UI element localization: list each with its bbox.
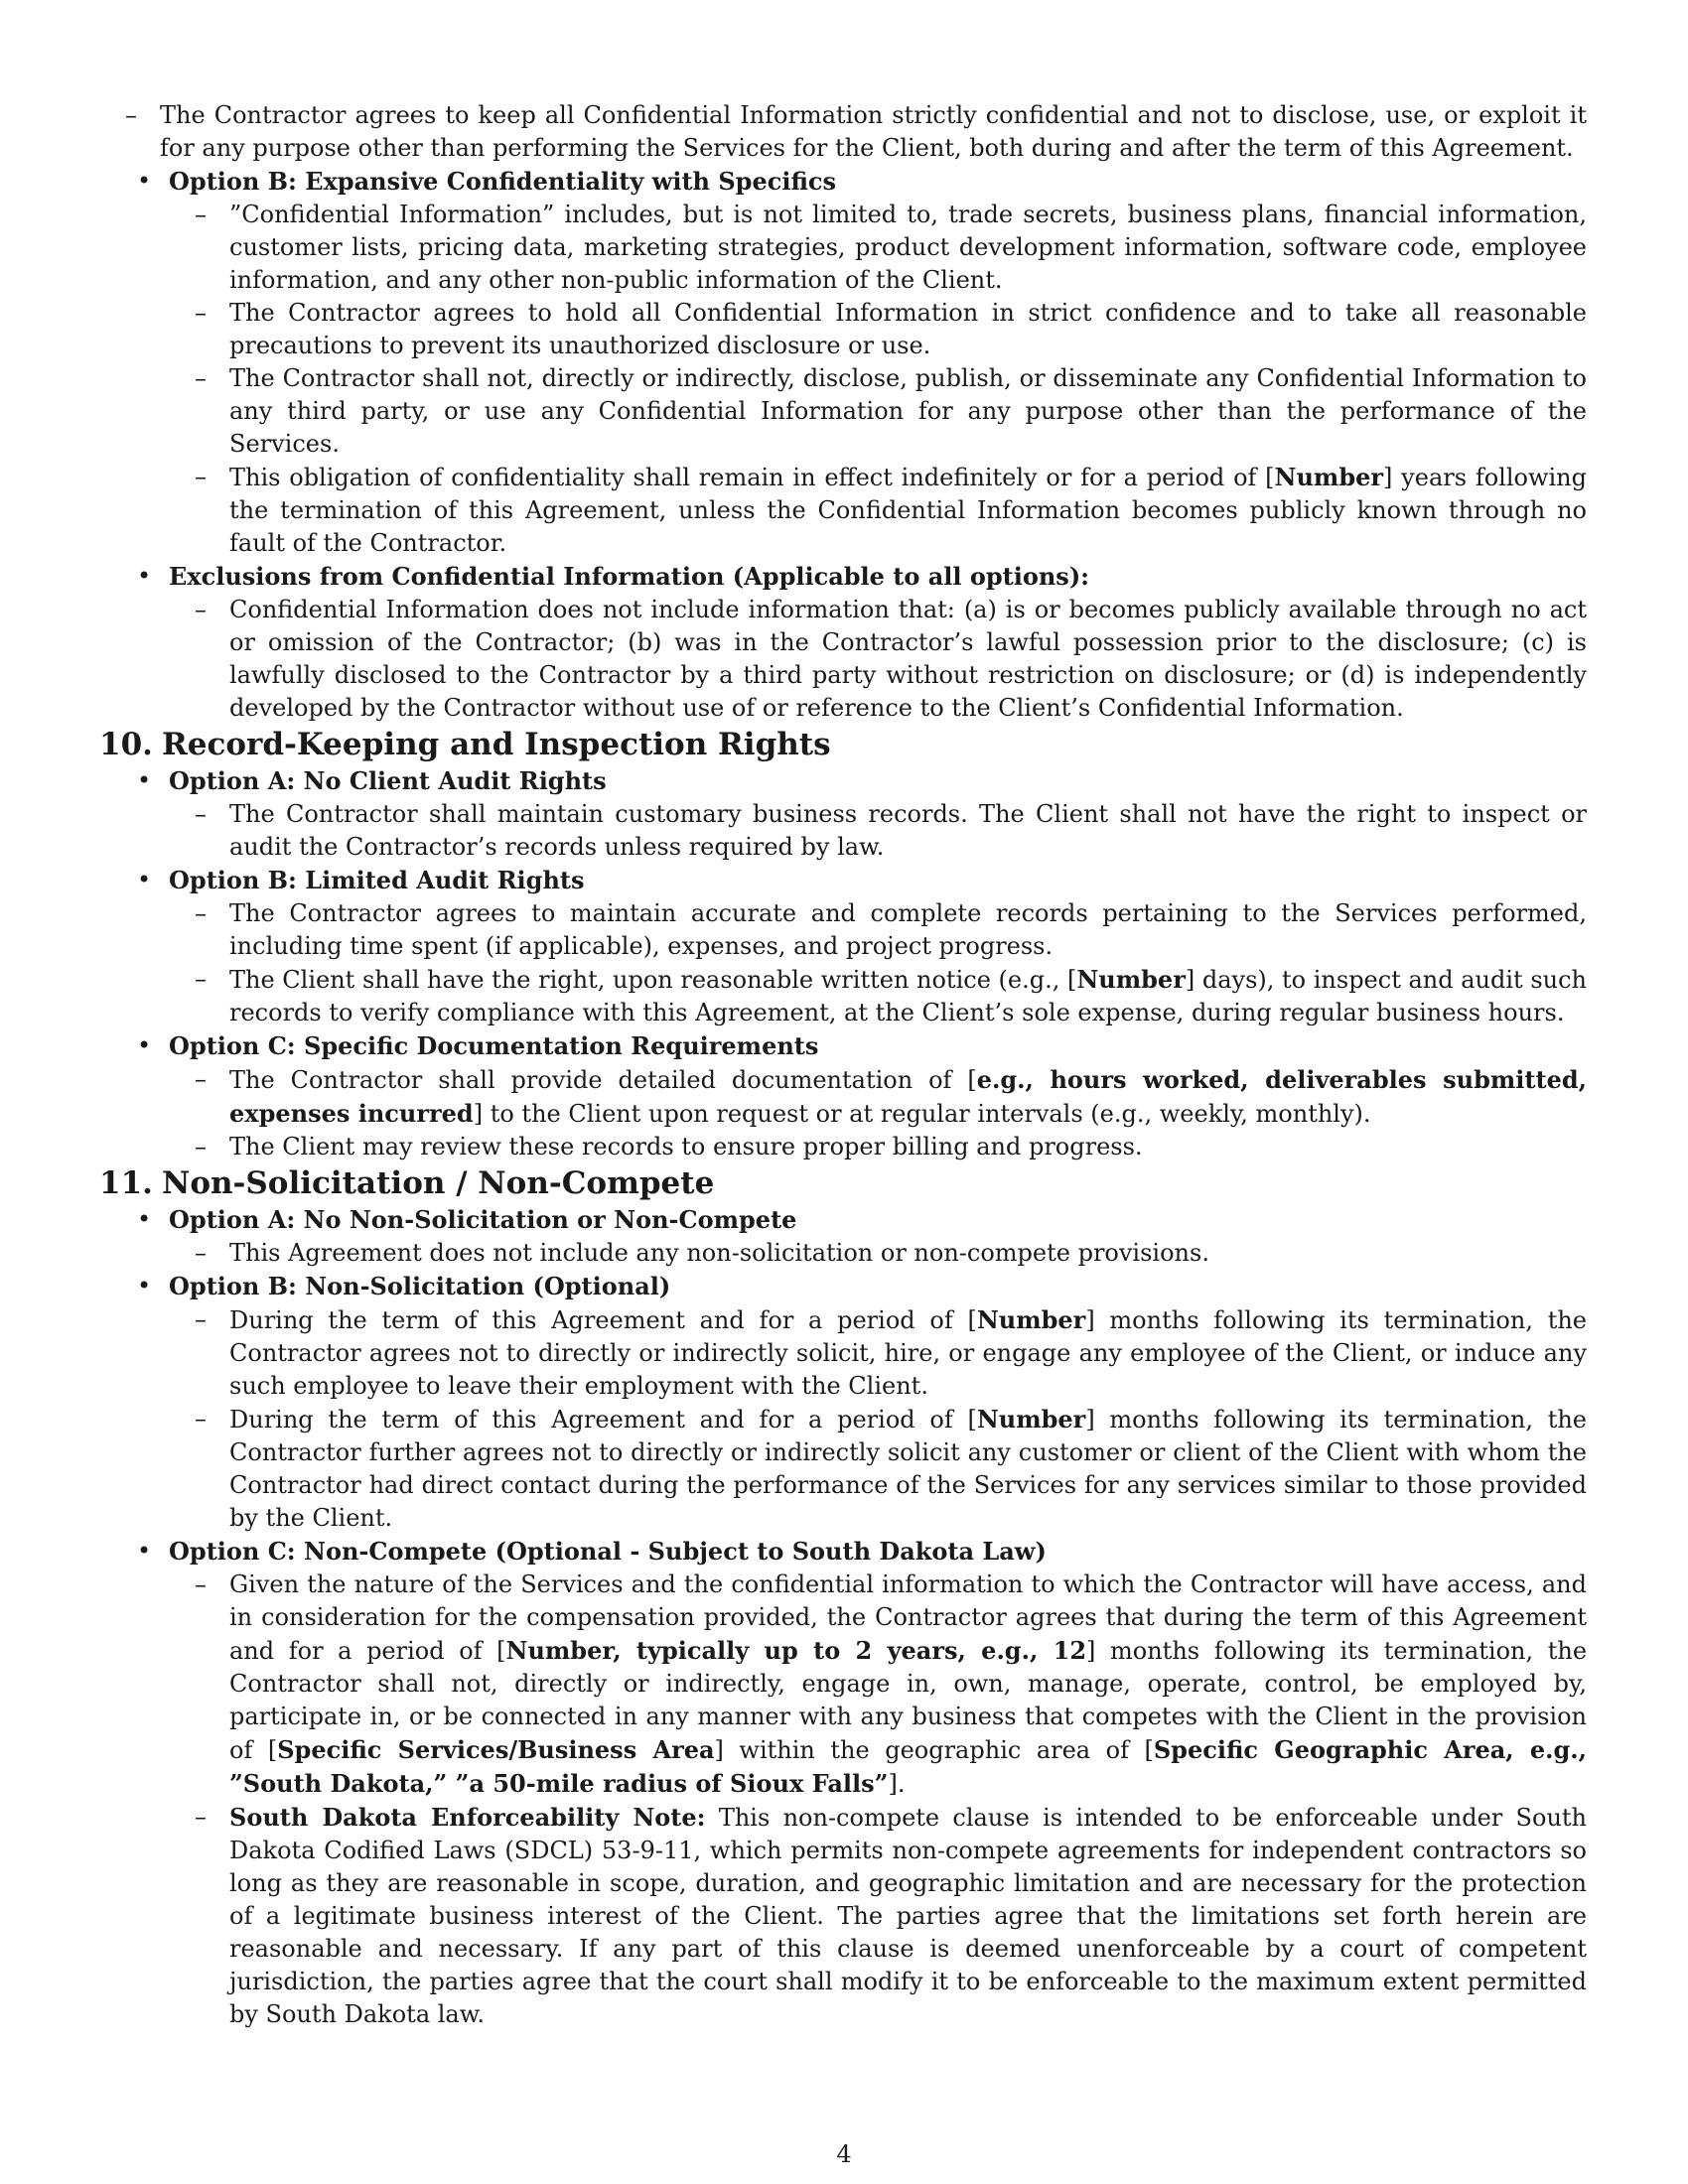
bullet-marker: •: [137, 562, 152, 590]
dash-marker: –: [195, 1133, 207, 1160]
section-number: 11.: [99, 1165, 153, 1201]
section-11-options: [99, 1203, 1589, 2031]
item-text-post: ] months following its termination, the Contractor further agrees not to directly or indirectly solicit any customer or client of the Client with whom the Contractor had direct contact during the performance of the Services for any services similar to those provided by the Client.: [229, 1406, 1587, 1532]
list-item: [169, 1063, 1589, 1131]
option-title: Option C: Non-Compete (Optional - Subject to South Dakota Law): [169, 1537, 1047, 1566]
list-item: [99, 99, 1589, 165]
list-item: [169, 297, 1589, 362]
list-item: [169, 897, 1589, 963]
option-title: Option C: Specific Documentation Requirements: [169, 1031, 819, 1060]
list-item: [169, 963, 1589, 1029]
document-page: [99, 99, 1589, 2031]
placeholder-bold: Number: [976, 1405, 1086, 1433]
list-item: [169, 594, 1589, 725]
bullet-marker: •: [137, 766, 152, 794]
list-item: [169, 798, 1589, 864]
bullet-marker: •: [137, 1205, 152, 1233]
dash-marker: –: [195, 899, 207, 927]
dash-marker: –: [125, 101, 137, 129]
dash-marker: –: [195, 463, 207, 490]
item-text-post: ] to the Client upon request or at regular intervals (e.g., weekly, monthly).: [473, 1100, 1371, 1128]
continued-list: [99, 99, 1589, 165]
placeholder-bold: Specific Geographic Area, e.g., ”South Dakota,” ”a 50-mile radius of Sioux Falls”: [229, 1735, 1588, 1798]
item-text-post: ] months following its termination, the Contractor agrees not to directly or indirectly solicit, hire, or engage any employee of the Client, or induce any such employee to leave their employment with the Client.: [229, 1306, 1587, 1400]
item-text-pre: During the term of this Agreement and for a period of [: [229, 1306, 977, 1334]
option-item: [99, 1029, 1589, 1163]
list-item: [169, 1801, 1589, 2031]
item-text: This Agreement does not include any non-solicitation or non-compete provisions.: [229, 1239, 1209, 1267]
dash-marker: –: [195, 1803, 207, 1831]
bullet-marker: •: [137, 1537, 152, 1565]
option-title: Exclusions from Confidential Information (Applicable to all options):: [169, 562, 1090, 591]
item-text-p4: ].: [888, 1770, 906, 1798]
dash-marker: –: [195, 1405, 207, 1433]
item-text-post: ] days), to inspect and audit such records to verify compliance with this Agreement, at the Client’s sole expense, during regular business hours.: [229, 966, 1587, 1026]
item-text: The Client may review these records to ensure proper billing and progress.: [229, 1133, 1143, 1160]
placeholder-bold: Number: [1076, 965, 1186, 994]
list-item: [169, 362, 1589, 461]
section-10-options: [99, 764, 1589, 1163]
section-heading: [99, 1163, 1589, 1203]
bullet-marker: •: [137, 167, 152, 195]
option-title: Option B: Expansive Confidentiality with Specifics: [169, 167, 837, 196]
item-text: The Contractor shall not, directly or indirectly, disclose, publish, or disseminate any Confidential Information to any third party, or use any Confidential Information for any purpose other than the performance of the Services.: [229, 364, 1587, 458]
list-item: [169, 1569, 1589, 1801]
option-item: [99, 1203, 1589, 1270]
list-item: [169, 1303, 1589, 1403]
placeholder-bold: Number: [1274, 463, 1384, 491]
item-text: ”Confidential Information” includes, but is not limited to, trade secrets, business plans, financial information, customer lists, pricing data, marketing strategies, product development information, software code, employee information, and any other non-public information of the Client.: [229, 201, 1587, 294]
item-text-pre: During the term of this Agreement and for a period of [: [229, 1406, 977, 1433]
option-item: [99, 764, 1589, 864]
option-item: [99, 560, 1589, 725]
option-title: Option B: Limited Audit Rights: [169, 866, 585, 894]
dash-marker: –: [195, 299, 207, 327]
page-number: 4: [836, 2140, 852, 2168]
section-heading: [99, 725, 1589, 764]
item-text-pre: The Contractor shall provide detailed documentation of [: [229, 1066, 977, 1094]
dash-marker: –: [195, 1570, 207, 1598]
bullet-marker: •: [137, 1272, 152, 1299]
bullet-marker: •: [137, 1031, 152, 1059]
section-9-options: [99, 165, 1589, 725]
item-text-pre: This obligation of confidentiality shall remain in effect indefinitely or for a period of [: [229, 464, 1275, 491]
item-text: The Contractor agrees to maintain accurate and complete records pertaining to the Services performed, including time spent (if applicable), expenses, and project progress.: [229, 899, 1587, 960]
dash-marker: –: [195, 596, 207, 623]
dash-marker: –: [195, 800, 207, 828]
option-item: [99, 1535, 1589, 2031]
list-item: [169, 461, 1589, 560]
placeholder-bold: Number: [976, 1305, 1086, 1334]
dash-marker: –: [195, 1305, 207, 1333]
item-text: The Contractor agrees to keep all Confidential Information strictly confidential and not to disclose, use, or exploit it for any purpose other than performing the Services for the Client, both during and after the term of this Agreement.: [160, 101, 1587, 162]
item-text-p1: Given the nature of the Services and the confidential information to which the Contractor will have access, and in consideration for the compensation provided, the Contractor agrees that during the term of this Agreement and for a period of [: [229, 1570, 1587, 1665]
section-title: Record-Keeping and Inspection Rights: [162, 727, 831, 762]
item-text: The Contractor agrees to hold all Confidential Information in strict confidence and to take all reasonable precautions to prevent its unauthorized disclosure or use.: [229, 299, 1587, 359]
list-item: [169, 199, 1589, 297]
placeholder-bold: Specific Services/Business Area: [277, 1735, 715, 1764]
bullet-marker: •: [137, 866, 152, 893]
item-text: Confidential Information does not include information that: (a) is or becomes publicly available through no act or omission of the Contractor; (b) was in the Contractor’s lawful possession prior to the disclosure; (c) is lawfully disclosed to the Contractor by a third party without restriction on disclosure; or (d) is independently developed by the Contractor without use of or reference to the Client’s Confidential Information.: [229, 596, 1587, 722]
dash-marker: –: [195, 201, 207, 228]
item-text-p2: ] months following its termination, the Contractor shall not, directly or indirectly, engage in, own, manage, operate, control, be employed by, participate in, or be connected in any manner with any business that competes with the Client in the provision of [: [229, 1637, 1588, 1764]
list-item: [169, 1237, 1589, 1270]
item-text-p3: ] within the geographic area of [: [714, 1736, 1154, 1764]
option-item: [99, 165, 1589, 560]
dash-marker: –: [195, 965, 207, 993]
list-item: [169, 1403, 1589, 1535]
dash-marker: –: [195, 364, 207, 392]
option-title: Option B: Non-Solicitation (Optional): [169, 1272, 671, 1300]
option-title: Option A: No Client Audit Rights: [169, 766, 607, 795]
section-title: Non-Solicitation / Non-Compete: [162, 1165, 715, 1201]
item-text: The Contractor shall maintain customary business records. The Client shall not have the right to inspect or audit the Contractor’s records unless required by law.: [229, 800, 1587, 861]
item-text-post: ] years following the termination of this Agreement, unless the Confidential Information becomes publicly known through no fault of the Contractor.: [229, 464, 1587, 557]
option-item: [99, 864, 1589, 1029]
dash-marker: –: [195, 1239, 207, 1267]
section-number: 10.: [99, 727, 153, 762]
item-text: This non-compete clause is intended to be enforceable under South Dakota Codified Laws (SDCL) 53-9-11, which permits non-compete agreements for independent contractors so long as they are reasonable in scope, duration, and geographic limitation and are necessary for the protection of a legitimate business interest of the Client. The parties agree that the limitations set forth herein are reasonable and necessary. If any part of this clause is deemed unenforceable by a court of competent jurisdiction, the parties agree that the court shall modify it to be enforceable to the maximum extent permitted by South Dakota law.: [229, 1804, 1588, 2028]
dash-marker: –: [195, 1065, 207, 1093]
option-title: Option A: No Non-Solicitation or Non-Compete: [169, 1205, 797, 1234]
placeholder-bold: e.g., hours worked, deliverables submitted, expenses incurred: [229, 1065, 1588, 1128]
option-item: [99, 1270, 1589, 1535]
item-text-pre: The Client shall have the right, upon reasonable written notice (e.g., [: [229, 966, 1077, 994]
placeholder-bold: Number, typically up to 2 years, e.g., 12: [505, 1636, 1087, 1665]
list-item: [169, 1131, 1589, 1163]
note-lead: South Dakota Enforceability Note:: [229, 1803, 706, 1832]
